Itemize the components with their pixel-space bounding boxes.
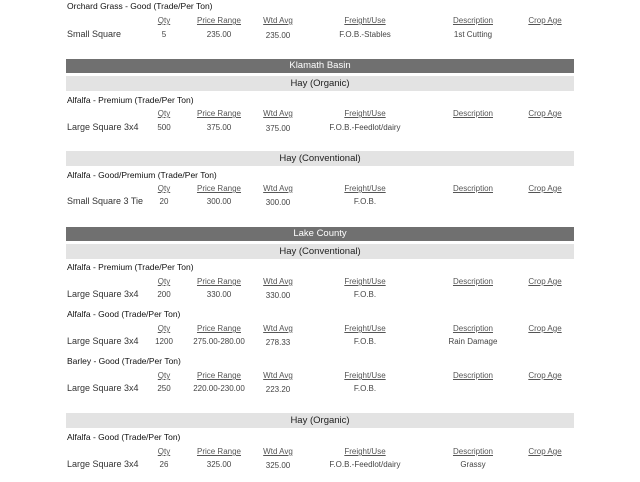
item-price-range: 220.00-230.00 — [193, 384, 245, 393]
price-range-header: Price Range — [196, 109, 242, 118]
product-heading: Orchard Grass - Good (Trade/Per Ton) — [67, 1, 213, 11]
description-header: Description — [452, 184, 493, 193]
item-freight: F.O.B. — [353, 337, 377, 346]
crop-age-header: Crop Age — [528, 16, 562, 25]
freight-use-header: Freight/Use — [344, 324, 386, 333]
item-wtd-avg: 375.00 — [265, 124, 291, 133]
item-wtd-avg: 235.00 — [265, 31, 291, 40]
item-freight: F.O.B.-Stables — [339, 30, 391, 39]
category-header: Hay (Conventional) — [66, 151, 574, 166]
item-wtd-avg: 325.00 — [265, 461, 291, 470]
item-name: Large Square 3x4 — [67, 383, 139, 393]
item-price-range: 300.00 — [206, 197, 232, 206]
region-header-klamath-basin: Klamath Basin — [66, 59, 574, 73]
item-qty: 500 — [157, 123, 171, 132]
item-price-range: 275.00-280.00 — [193, 337, 245, 346]
item-freight: F.O.B. — [353, 384, 377, 393]
item-qty: 26 — [159, 460, 169, 469]
item-description: 1st Cutting — [453, 30, 493, 39]
wtd-avg-header: Wtd Avg — [263, 109, 293, 118]
item-price-range: 375.00 — [206, 123, 232, 132]
description-header: Description — [452, 371, 493, 380]
wtd-avg-header: Wtd Avg — [263, 277, 293, 286]
qty-header: Qty — [157, 16, 171, 25]
freight-use-header: Freight/Use — [344, 277, 386, 286]
product-heading: Alfalfa - Good/Premium (Trade/Per Ton) — [67, 170, 217, 180]
item-freight: F.O.B.-Feedlot/dairy — [329, 123, 401, 132]
wtd-avg-header: Wtd Avg — [263, 324, 293, 333]
item-name: Large Square 3x4 — [67, 122, 139, 132]
region-header-lake-county: Lake County — [66, 227, 574, 241]
item-price-range: 235.00 — [206, 30, 232, 39]
item-qty: 250 — [157, 384, 171, 393]
item-wtd-avg: 300.00 — [265, 198, 291, 207]
wtd-avg-header: Wtd Avg — [263, 16, 293, 25]
wtd-avg-header: Wtd Avg — [263, 371, 293, 380]
qty-header: Qty — [157, 277, 171, 286]
category-header: Hay (Organic) — [66, 76, 574, 91]
crop-age-header: Crop Age — [528, 184, 562, 193]
qty-header: Qty — [157, 109, 171, 118]
item-freight: F.O.B. — [353, 197, 377, 206]
product-heading: Barley - Good (Trade/Per Ton) — [67, 356, 181, 366]
description-header: Description — [452, 16, 493, 25]
item-freight: F.O.B. — [353, 290, 377, 299]
item-description: Grassy — [460, 460, 486, 469]
crop-age-header: Crop Age — [528, 447, 562, 456]
freight-use-header: Freight/Use — [344, 184, 386, 193]
qty-header: Qty — [157, 184, 171, 193]
item-qty: 1200 — [155, 337, 173, 346]
price-range-header: Price Range — [196, 447, 242, 456]
crop-age-header: Crop Age — [528, 277, 562, 286]
product-heading: Alfalfa - Premium (Trade/Per Ton) — [67, 95, 194, 105]
category-header: Hay (Conventional) — [66, 244, 574, 259]
price-range-header: Price Range — [196, 184, 242, 193]
description-header: Description — [452, 324, 493, 333]
product-heading: Alfalfa - Good (Trade/Per Ton) — [67, 432, 181, 442]
item-name: Small Square 3 Tie — [67, 196, 144, 206]
item-qty: 200 — [157, 290, 171, 299]
price-range-header: Price Range — [196, 277, 242, 286]
item-wtd-avg: 223.20 — [265, 385, 291, 394]
item-price-range: 330.00 — [206, 290, 232, 299]
freight-use-header: Freight/Use — [344, 447, 386, 456]
freight-use-header: Freight/Use — [344, 371, 386, 380]
item-name: Large Square 3x4 — [67, 289, 139, 299]
item-name: Large Square 3x4 — [67, 336, 139, 346]
crop-age-header: Crop Age — [528, 371, 562, 380]
item-name: Small Square — [67, 29, 122, 39]
item-freight: F.O.B.-Feedlot/dairy — [329, 460, 401, 469]
description-header: Description — [452, 277, 493, 286]
freight-use-header: Freight/Use — [344, 16, 386, 25]
crop-age-header: Crop Age — [528, 324, 562, 333]
wtd-avg-header: Wtd Avg — [263, 447, 293, 456]
item-price-range: 325.00 — [206, 460, 232, 469]
freight-use-header: Freight/Use — [344, 109, 386, 118]
product-heading: Alfalfa - Premium (Trade/Per Ton) — [67, 262, 194, 272]
price-range-header: Price Range — [196, 371, 242, 380]
description-header: Description — [452, 447, 493, 456]
item-qty: 5 — [161, 30, 167, 39]
item-qty: 20 — [159, 197, 169, 206]
qty-header: Qty — [157, 324, 171, 333]
product-heading: Alfalfa - Good (Trade/Per Ton) — [67, 309, 181, 319]
item-name: Large Square 3x4 — [67, 459, 139, 469]
item-wtd-avg: 330.00 — [265, 291, 291, 300]
wtd-avg-header: Wtd Avg — [263, 184, 293, 193]
category-header: Hay (Organic) — [66, 413, 574, 428]
item-description: Rain Damage — [448, 337, 498, 346]
description-header: Description — [452, 109, 493, 118]
qty-header: Qty — [157, 447, 171, 456]
price-range-header: Price Range — [196, 16, 242, 25]
qty-header: Qty — [157, 371, 171, 380]
price-range-header: Price Range — [196, 324, 242, 333]
item-wtd-avg: 278.33 — [265, 338, 291, 347]
crop-age-header: Crop Age — [528, 109, 562, 118]
